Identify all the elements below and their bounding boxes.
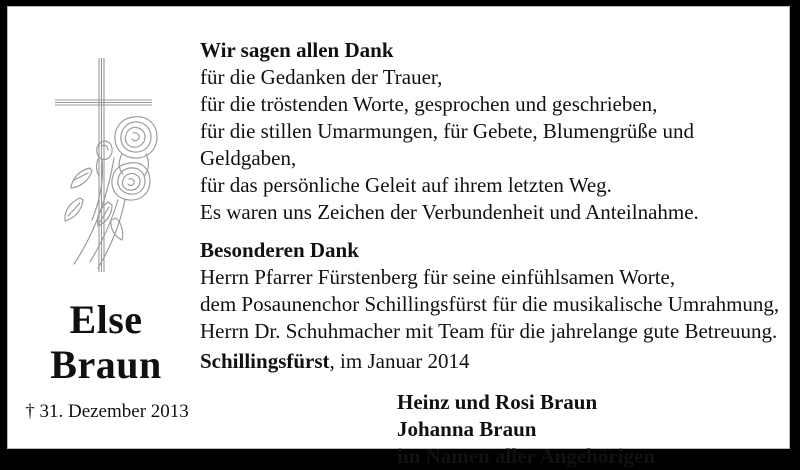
thanks-line: für die Gedanken der Trauer, [200,65,443,89]
roses-group [65,117,157,268]
thanks-line: für die tröstenden Worte, gesprochen und geschrieben, [200,92,658,116]
thanks-line: für die stillen Umarmungen, für Gebete, Blumengrüße und Geldgaben, [200,119,694,170]
deceased-last-name: Braun [50,342,162,387]
place-name: Schillingsfürst [200,349,330,373]
signatories-block [397,389,785,470]
thanks-line: für das persönliche Geleit auf ihrem letzten Weg. [200,173,612,197]
obituary-clipping [7,6,790,468]
thanks-text-column [200,37,785,470]
deceased-first-name: Else [69,297,143,342]
death-date: † 31. Dezember 2013 [25,401,189,422]
signatory: Heinz und Rosi Braun [397,390,598,414]
cross-and-roses-illustration [30,40,190,280]
thanks-heading: Wir sagen allen Dank [200,38,394,62]
deceased-name [7,297,205,387]
thanks-line: Es waren uns Zeichen der Verbundenheit und Anteilnahme. [200,200,699,224]
special-thanks-block [200,237,785,345]
place-date-line [200,348,785,375]
special-thanks-heading: Besonderen Dank [200,238,359,262]
place-date-suffix: , im Januar 2014 [329,349,470,373]
special-thanks-line: Herrn Dr. Schuhmacher mit Team für die jahrelange gute Betreuung. [200,319,778,343]
special-thanks-line: dem Posaunenchor Schillingsfürst für die musikalische Umrahmung, [200,292,780,316]
special-thanks-line: Herrn Pfarrer Fürstenberg für seine einfühlsamen Worte, [200,265,676,289]
signatory: im Namen aller Angehörigen [397,444,656,468]
signatory: Johanna Braun [397,417,537,441]
